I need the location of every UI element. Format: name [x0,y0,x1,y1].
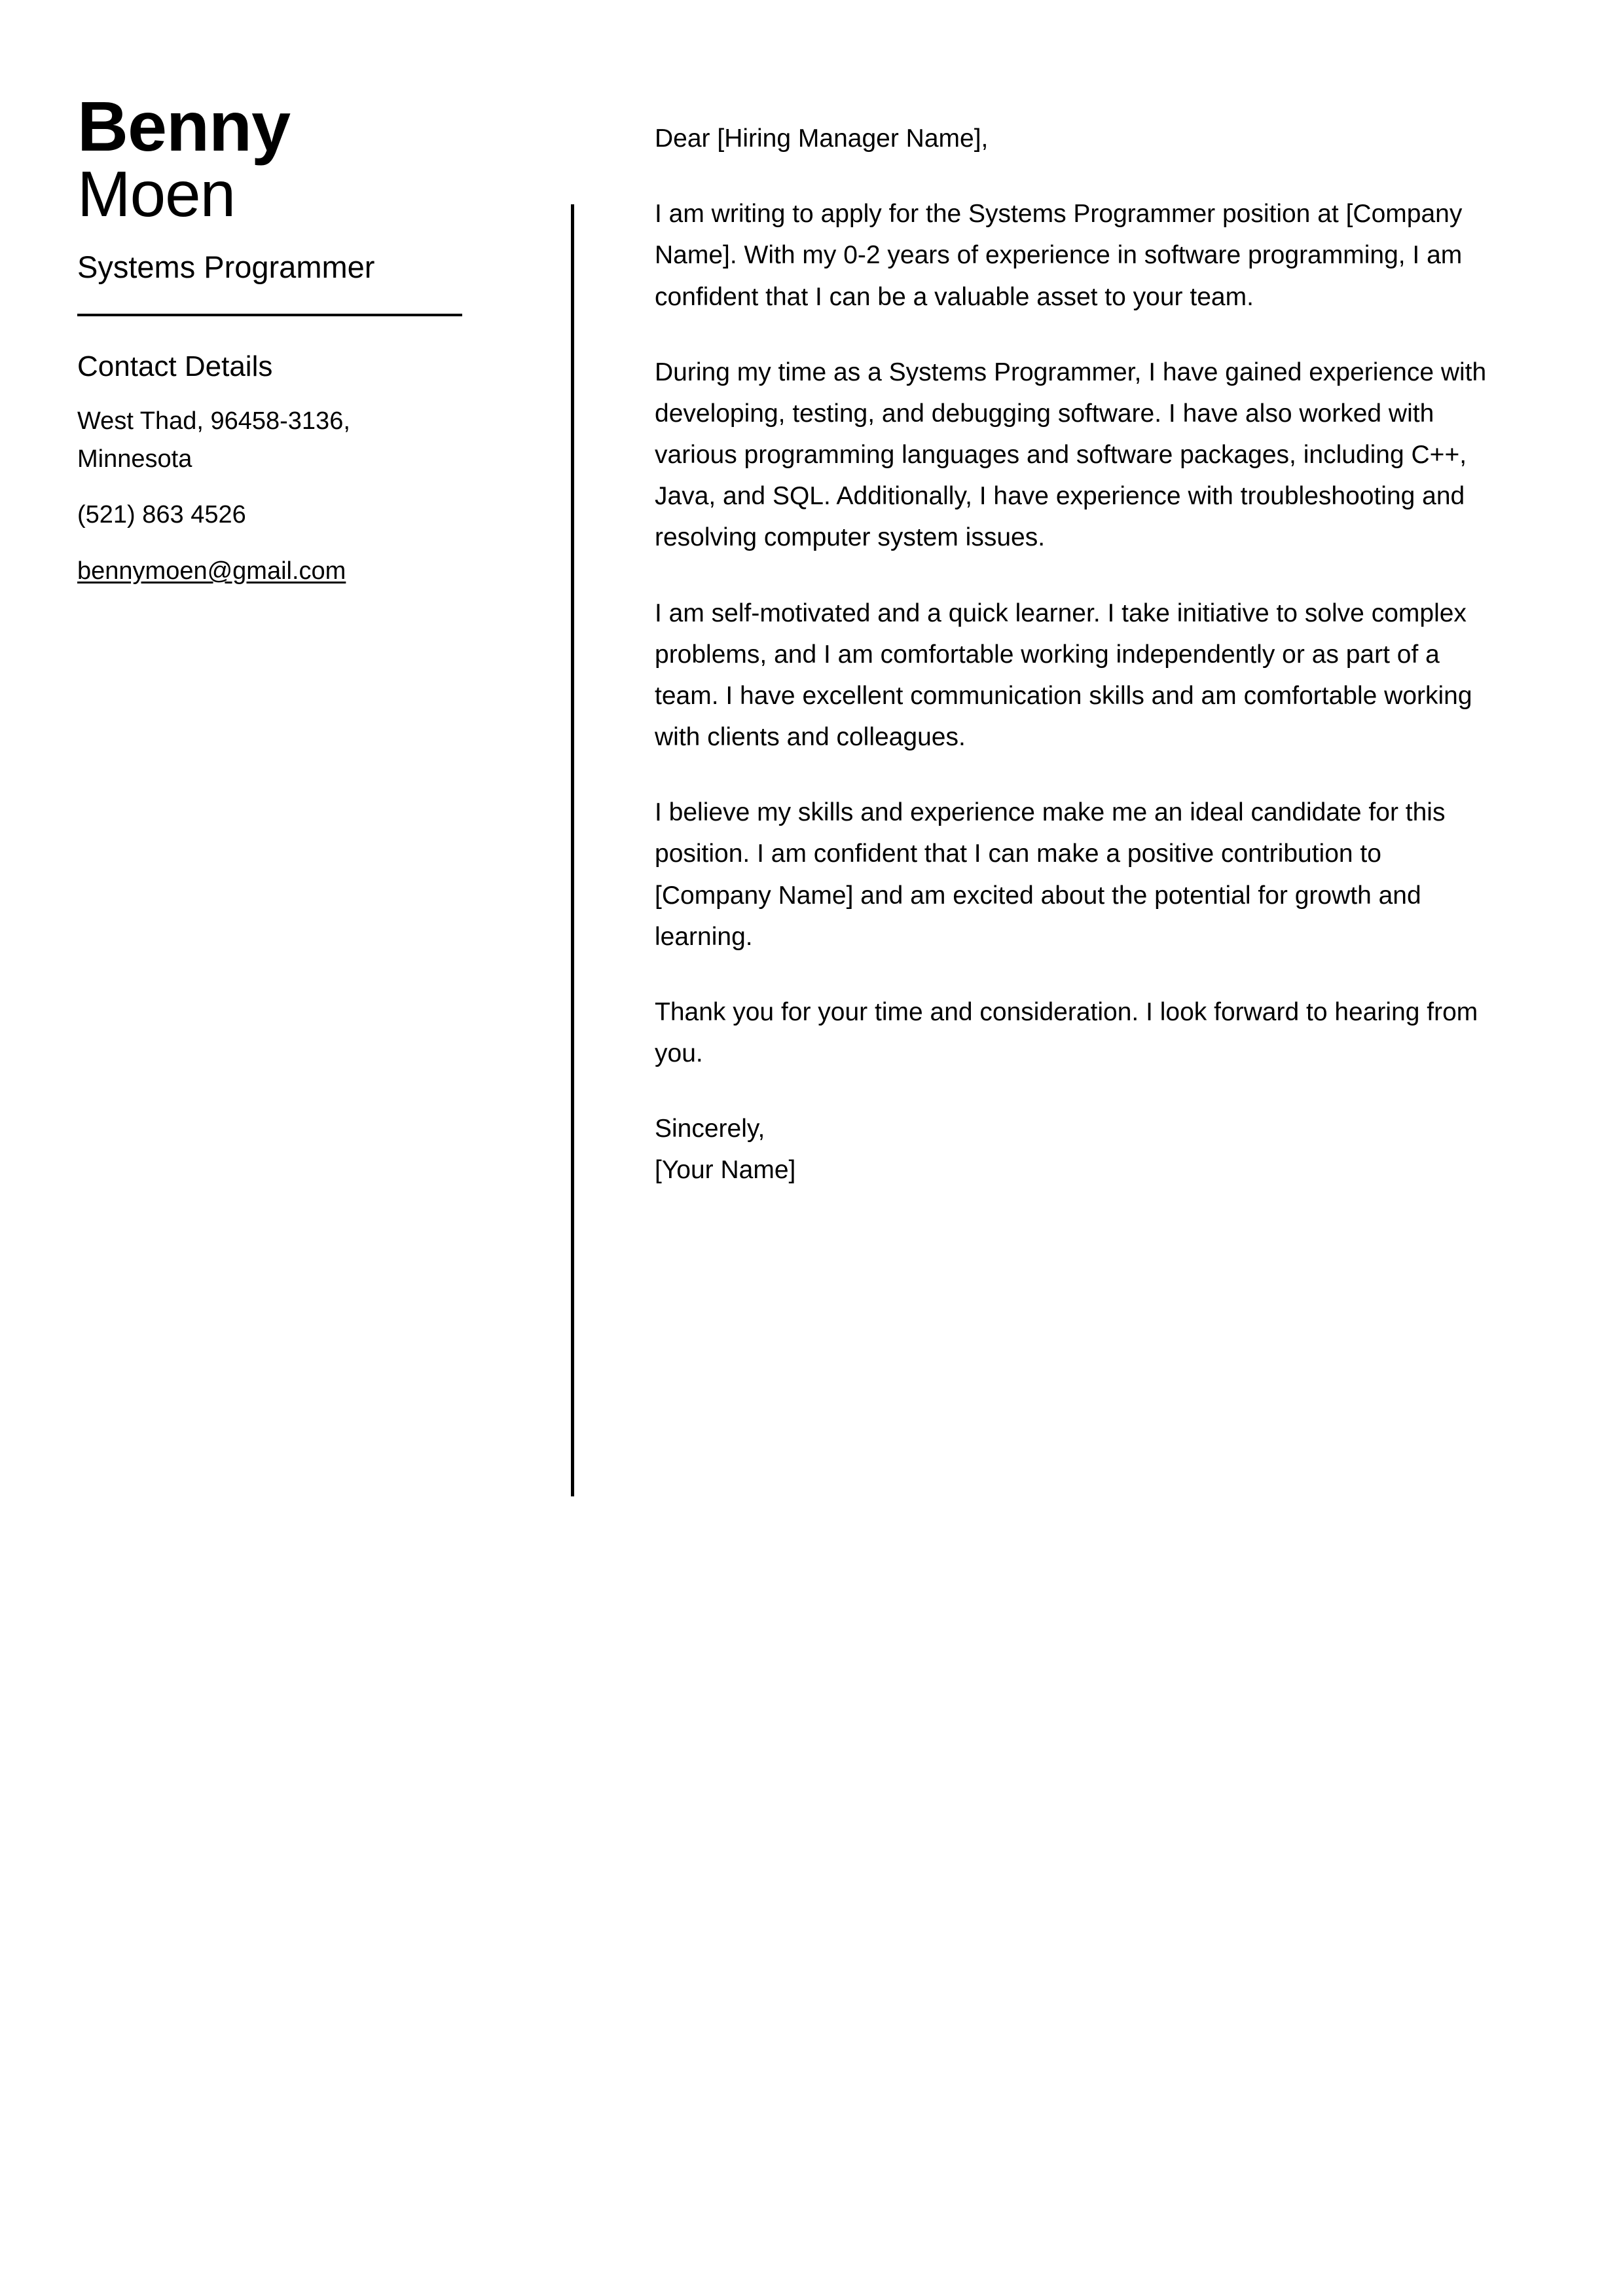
contact-details-list [77,403,470,591]
letter-salutation: Dear [Hiring Manager Name], [655,124,989,153]
sidebar-horizontal-rule [77,314,462,316]
candidate-job-title: Systems Programmer [77,249,375,284]
candidate-first-name: Benny [77,86,291,166]
letter-paragraph-4: I believe my skills and experience make me an ideal candidate for this position. I am confident that I can make a positive contribution to [Company Name] and am excited about the potential for growth and learning. [655,798,1446,951]
letter-signoff [655,1108,1496,1191]
contact-phone[interactable]: (521) 863 4526 [77,501,246,529]
sidebar [77,86,470,609]
contact-details-heading: Contact Details [77,350,273,382]
contact-address: West Thad, 96458-3136, Minnesota [77,407,350,473]
letter-closing: Sincerely, [655,1115,765,1143]
letter-paragraph-3: I am self-motivated and a quick learner. I take initiative to solve complex problems, and I am comfortable working independently or as part of a team. I have excellent communication skills and am comfortable working with clients and colleagues. [655,599,1472,752]
letter-signature: [Your Name] [655,1156,796,1185]
candidate-name [77,86,470,230]
letter-paragraph-5: Thank you for your time and consideration. I look forward to hearing from you. [655,997,1478,1068]
letter-body [655,118,1496,1191]
candidate-last-name: Moen [77,157,236,230]
letter-paragraph-2: During my time as a Systems Programmer, I have gained experience with developing, testing, and debugging software. I have also worked with various programming languages and software packages, including C++, Java, and SQL. Additionally, I have experience with troubleshooting and resolving computer system issues. [655,358,1487,552]
contact-email-link[interactable]: bennymoen@gmail.com [77,557,346,585]
column-divider [571,204,574,1496]
letter-paragraph-1: I am writing to apply for the Systems Programmer position at [Company Name]. With my 0-2 years of experience in software programming, I am confident that I can be a valuable asset to your team. [655,200,1463,311]
